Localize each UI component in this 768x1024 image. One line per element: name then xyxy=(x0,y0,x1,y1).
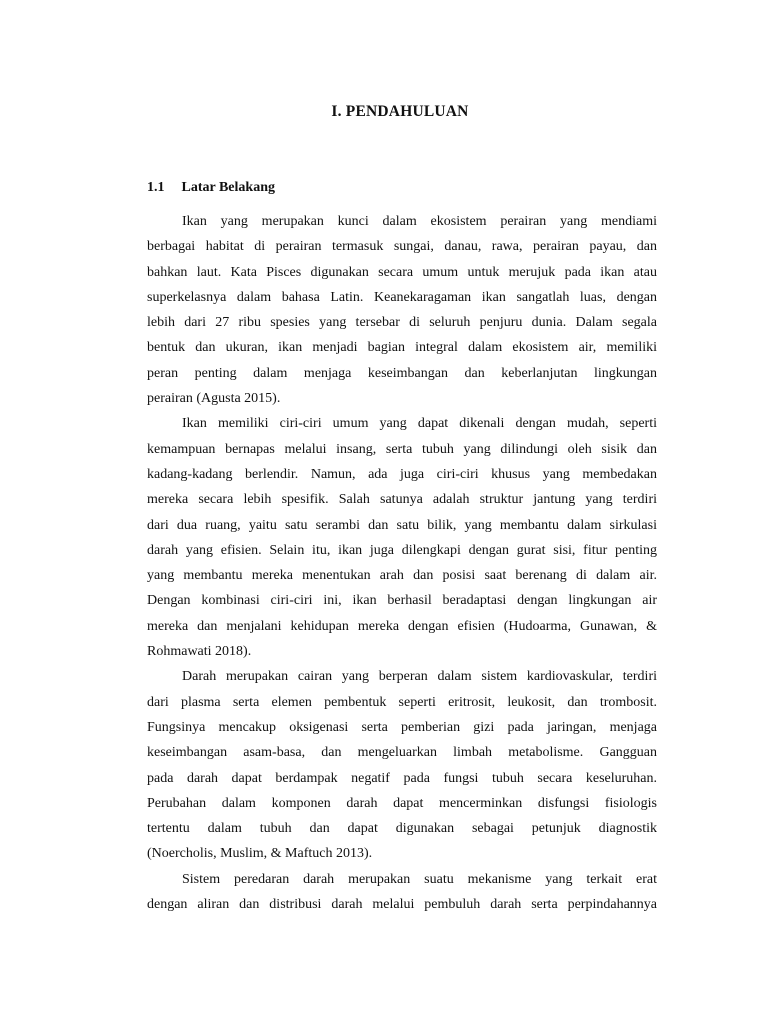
paragraph-line: Dengan kombinasi ciri-ciri ini, ikan berhasil beradaptasi dengan lingkungan air xyxy=(147,593,657,609)
paragraph-line: Fungsinya mencakup oksigenasi serta pemberian gizi pada jaringan, menjaga xyxy=(147,719,657,735)
paragraph-line: mereka secara lebih spesifik. Salah satunya adalah struktur jantung yang terdiri xyxy=(147,492,657,508)
section-title: Latar Belakang xyxy=(181,180,275,195)
paragraph-line: peran penting dalam menjaga keseimbangan dan keberlanjutan lingkungan xyxy=(147,365,657,381)
paragraph-line: Sistem peredaran darah merupakan suatu mekanisme yang terkait erat xyxy=(182,871,657,887)
section-heading xyxy=(147,180,275,196)
paragraph-line: lebih dari 27 ribu spesies yang tersebar di seluruh penjuru dunia. Dalam segala xyxy=(147,315,657,331)
paragraph-line: bentuk dan ukuran, ikan menjadi bagian integral dalam ekosistem air, memiliki xyxy=(147,340,657,356)
paragraph-line: kadang-kadang berlendir. Namun, ada juga ciri-ciri khusus yang membedakan xyxy=(147,466,657,482)
paragraph-line: Ikan yang merupakan kunci dalam ekosistem perairan yang mendiami xyxy=(182,214,657,229)
paragraph-line: Perubahan dalam komponen darah dapat mencerminkan disfungsi fisiologis xyxy=(147,795,657,811)
paragraph-line: tertentu dalam tubuh dan dapat digunakan sebagai petunjuk diagnostik xyxy=(147,821,657,837)
paragraph-line: kemampuan bernapas melalui insang, serta tubuh yang dilindungi oleh sisik dan xyxy=(147,441,657,457)
paragraph xyxy=(147,664,657,866)
chapter-title: I. PENDAHULUAN xyxy=(331,103,469,120)
paragraph-line: bahkan laut. Kata Pisces digunakan secara umum untuk merujuk pada ikan atau xyxy=(147,264,657,280)
paragraph-line: superkelasnya dalam bahasa Latin. Keanekaragaman ikan sangatlah luas, dengan xyxy=(147,289,657,305)
paragraph-line: dari plasma serta elemen pembentuk seperti eritrosit, leukosit, dan trombosit. xyxy=(147,694,657,710)
paragraph-line: berbagai habitat di perairan termasuk sungai, danau, rawa, perairan payau, dan xyxy=(147,239,657,255)
paragraph-line: dengan aliran dan distribusi darah melalui pembuluh darah serta perpindahannya xyxy=(147,897,657,913)
paragraph-line: pada darah dapat berdampak negatif pada fungsi tubuh secara keseluruhan. xyxy=(147,770,657,786)
section-number: 1.1 xyxy=(147,180,165,195)
paragraph-line: Rohmawati 2018). xyxy=(147,644,252,660)
paragraph-line: darah yang efisien. Selain itu, ikan juga dilengkapi dengan gurat sisi, fitur penting xyxy=(147,542,657,558)
paragraph-line: perairan (Agusta 2015). xyxy=(147,391,281,407)
paragraph-line: mereka dan menjalani kehidupan mereka dengan efisien (Hudoarma, Gunawan, & xyxy=(147,618,657,634)
paragraph xyxy=(147,209,657,411)
paragraph-line: Darah merupakan cairan yang berperan dalam sistem kardiovaskular, terdiri xyxy=(182,669,657,685)
paragraph xyxy=(147,867,657,918)
paragraph-line: (Noercholis, Muslim, & Maftuch 2013). xyxy=(147,846,373,862)
paragraph-line: yang membantu mereka menentukan arah dan posisi saat berenang di dalam air. xyxy=(147,568,657,584)
paragraph xyxy=(147,411,657,664)
paragraph-line: dari dua ruang, yaitu satu serambi dan satu bilik, yang membantu dalam sirkulasi xyxy=(147,517,657,533)
body-text xyxy=(147,209,657,917)
paragraph-line: Ikan memiliki ciri-ciri umum yang dapat dikenali dengan mudah, seperti xyxy=(182,416,657,432)
paragraph-line: keseimbangan asam-basa, dan mengeluarkan limbah metabolisme. Gangguan xyxy=(147,745,657,761)
